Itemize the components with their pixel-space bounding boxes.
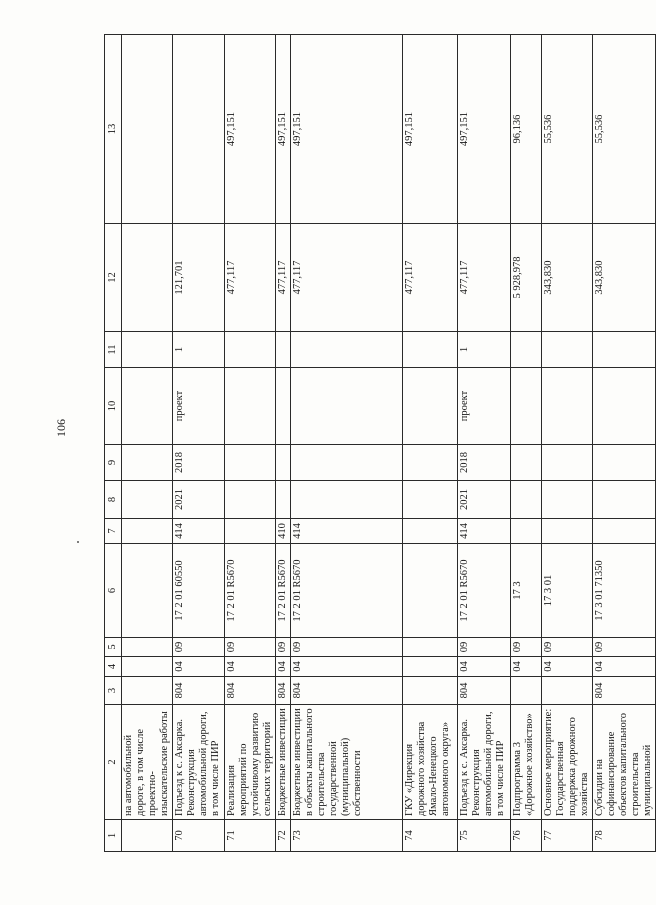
cell-section: 04: [542, 657, 593, 677]
cell-target-article: 17 2 01 R5670: [276, 544, 291, 638]
cell-amount-1: 5 928,978: [511, 224, 542, 332]
cell-target-article: 17 3 01: [542, 544, 593, 638]
row-name: Бюджетные инвестиции: [276, 705, 291, 820]
cell-target-article: 17 2 01 R5670: [225, 544, 276, 638]
cell-amount-1: 477,117: [291, 224, 403, 332]
cell-stage: [593, 368, 656, 445]
cell-target-article: [122, 544, 173, 638]
row-name: Основное мероприятие: Государственная поддержка дорожного хозяйства: [542, 705, 593, 820]
cell-amount-1: 477,117: [403, 224, 458, 332]
budget-table: [104, 34, 656, 852]
row-number: 78: [593, 820, 656, 852]
row-name: Подпрограмма 3 «Дорожное хозяйство»: [511, 705, 542, 820]
cell-amount-2: 96,136: [511, 35, 542, 224]
table-row: [173, 35, 225, 852]
cell-section: 04: [276, 657, 291, 677]
cell-target-article: 17 2 01 R5670: [291, 544, 403, 638]
cell-subsection: 09: [511, 638, 542, 657]
cell-year-end: [511, 481, 542, 519]
cell-target-article: 17 3 01 71350: [593, 544, 656, 638]
table-row: [593, 35, 656, 852]
cell-section: 04: [593, 657, 656, 677]
table-row: [276, 35, 291, 852]
cell-section: [403, 657, 458, 677]
row-name: Подъезд к с. Аксарка. Реконструкция автомобильной дороги, в том числе ПИР: [458, 705, 511, 820]
cell-count: [276, 332, 291, 368]
col-header: 12: [105, 224, 122, 332]
cell-subsection: 09: [173, 638, 225, 657]
cell-year-end: [276, 481, 291, 519]
col-header: 8: [105, 481, 122, 519]
col-header: 7: [105, 519, 122, 544]
cell-stage: [225, 368, 276, 445]
cell-amount-2: 497,151: [225, 35, 276, 224]
row-number: 75: [458, 820, 511, 852]
page-number: 106: [54, 419, 68, 437]
cell-admin-code: 804: [276, 677, 291, 705]
cell-expense-type: [403, 519, 458, 544]
cell-year-start: [276, 445, 291, 481]
cell-year-start: 2018: [173, 445, 225, 481]
cell-year-start: [403, 445, 458, 481]
cell-amount-1: 477,117: [276, 224, 291, 332]
cell-section: 04: [225, 657, 276, 677]
table-row: [458, 35, 511, 852]
cell-amount-1: 477,117: [225, 224, 276, 332]
cell-year-start: [225, 445, 276, 481]
cell-year-end: 2021: [458, 481, 511, 519]
cell-year-end: [225, 481, 276, 519]
row-name: Бюджетные инвестиции в объекты капитального строительства государственной (муниципальной) собственности: [291, 705, 403, 820]
table-row: [225, 35, 276, 852]
cell-stage: [291, 368, 403, 445]
cell-amount-2: 497,151: [276, 35, 291, 224]
cell-count: [542, 332, 593, 368]
table-row: [542, 35, 593, 852]
cell-section: 04: [511, 657, 542, 677]
cell-admin-code: 804: [593, 677, 656, 705]
cell-amount-2: 55,536: [542, 35, 593, 224]
cell-amount-1: 343,830: [593, 224, 656, 332]
cell-stage: проект: [173, 368, 225, 445]
cell-subsection: 09: [291, 638, 403, 657]
cell-count: 1: [458, 332, 511, 368]
cell-expense-type: 410: [276, 519, 291, 544]
table-row: [122, 35, 173, 852]
cell-amount-2: [173, 35, 225, 224]
col-header: 13: [105, 35, 122, 224]
cell-count: 1: [173, 332, 225, 368]
cell-count: [122, 332, 173, 368]
cell-year-start: [593, 445, 656, 481]
cell-year-start: [291, 445, 403, 481]
cell-subsection: [122, 638, 173, 657]
cell-stage: [122, 368, 173, 445]
cell-target-article: 17 2 01 R5670: [458, 544, 511, 638]
cell-expense-type: [511, 519, 542, 544]
cell-expense-type: [593, 519, 656, 544]
col-header: 10: [105, 368, 122, 445]
cell-target-article: [403, 544, 458, 638]
cell-count: [291, 332, 403, 368]
cell-stage: [511, 368, 542, 445]
cell-stage: проект: [458, 368, 511, 445]
cell-admin-code: [511, 677, 542, 705]
cell-amount-2: 55,536: [593, 35, 656, 224]
row-number: 76: [511, 820, 542, 852]
cell-year-start: [122, 445, 173, 481]
cell-year-end: [291, 481, 403, 519]
row-number: 77: [542, 820, 593, 852]
cell-admin-code: [122, 677, 173, 705]
cell-year-end: 2021: [173, 481, 225, 519]
cell-amount-1: 343,830: [542, 224, 593, 332]
col-header: 1: [105, 820, 122, 852]
cell-year-start: [542, 445, 593, 481]
table-row: [511, 35, 542, 852]
cell-year-end: [542, 481, 593, 519]
col-header: 5: [105, 638, 122, 657]
row-number: 72: [276, 820, 291, 852]
cell-year-start: [511, 445, 542, 481]
cell-count: [225, 332, 276, 368]
rotated-table-frame: [104, 35, 653, 852]
cell-admin-code: 804: [458, 677, 511, 705]
cell-admin-code: 804: [225, 677, 276, 705]
row-name: на автомобильной дороге, в том числе проектно-изыскательские работы: [122, 705, 173, 820]
cell-count: [593, 332, 656, 368]
scan-speck: [77, 541, 79, 543]
cell-admin-code: 804: [291, 677, 403, 705]
cell-subsection: [403, 638, 458, 657]
cell-year-end: [122, 481, 173, 519]
cell-amount-1: 477,117: [458, 224, 511, 332]
row-number: 71: [225, 820, 276, 852]
cell-count: [511, 332, 542, 368]
cell-expense-type: [122, 519, 173, 544]
cell-admin-code: 804: [173, 677, 225, 705]
cell-amount-1: 121,701: [173, 224, 225, 332]
row-name: Подъезд к с. Аксарка. Реконструкция автомобильной дороги, в том числе ПИР: [173, 705, 225, 820]
row-name: ГКУ «Дирекция дорожного хозяйства Ямало-Ненецкого автономного округа»: [403, 705, 458, 820]
cell-year-start: 2018: [458, 445, 511, 481]
col-header: 9: [105, 445, 122, 481]
col-header: 11: [105, 332, 122, 368]
table-row: [291, 35, 403, 852]
cell-subsection: 09: [225, 638, 276, 657]
cell-admin-code: [403, 677, 458, 705]
cell-admin-code: [542, 677, 593, 705]
header-row: [105, 35, 122, 852]
row-number: 73: [291, 820, 403, 852]
cell-stage: [403, 368, 458, 445]
cell-amount-1: [122, 224, 173, 332]
cell-target-article: 17 3: [511, 544, 542, 638]
cell-subsection: 09: [593, 638, 656, 657]
row-name: Реализация мероприятий по устойчивому развитию сельских территорий: [225, 705, 276, 820]
col-header: 2: [105, 705, 122, 820]
cell-subsection: 09: [276, 638, 291, 657]
row-number: 74: [403, 820, 458, 852]
cell-amount-2: [122, 35, 173, 224]
cell-section: [122, 657, 173, 677]
cell-stage: [276, 368, 291, 445]
cell-target-article: 17 2 01 60550: [173, 544, 225, 638]
cell-subsection: 09: [458, 638, 511, 657]
cell-amount-2: 497,151: [403, 35, 458, 224]
cell-section: 04: [458, 657, 511, 677]
cell-stage: [542, 368, 593, 445]
cell-expense-type: [542, 519, 593, 544]
cell-expense-type: 414: [458, 519, 511, 544]
col-header: 4: [105, 657, 122, 677]
cell-count: [403, 332, 458, 368]
cell-section: 04: [173, 657, 225, 677]
cell-year-end: [403, 481, 458, 519]
cell-expense-type: 414: [173, 519, 225, 544]
row-name: Субсидии на софинансирование объектов капитального строительства муниципальной: [593, 705, 656, 820]
cell-amount-2: 497,151: [458, 35, 511, 224]
cell-amount-2: 497,151: [291, 35, 403, 224]
row-number: 70: [173, 820, 225, 852]
col-header: 3: [105, 677, 122, 705]
cell-year-end: [593, 481, 656, 519]
table-row: [403, 35, 458, 852]
cell-expense-type: [225, 519, 276, 544]
cell-section: 04: [291, 657, 403, 677]
col-header: 6: [105, 544, 122, 638]
cell-subsection: 09: [542, 638, 593, 657]
cell-expense-type: 414: [291, 519, 403, 544]
row-number: [122, 820, 173, 852]
